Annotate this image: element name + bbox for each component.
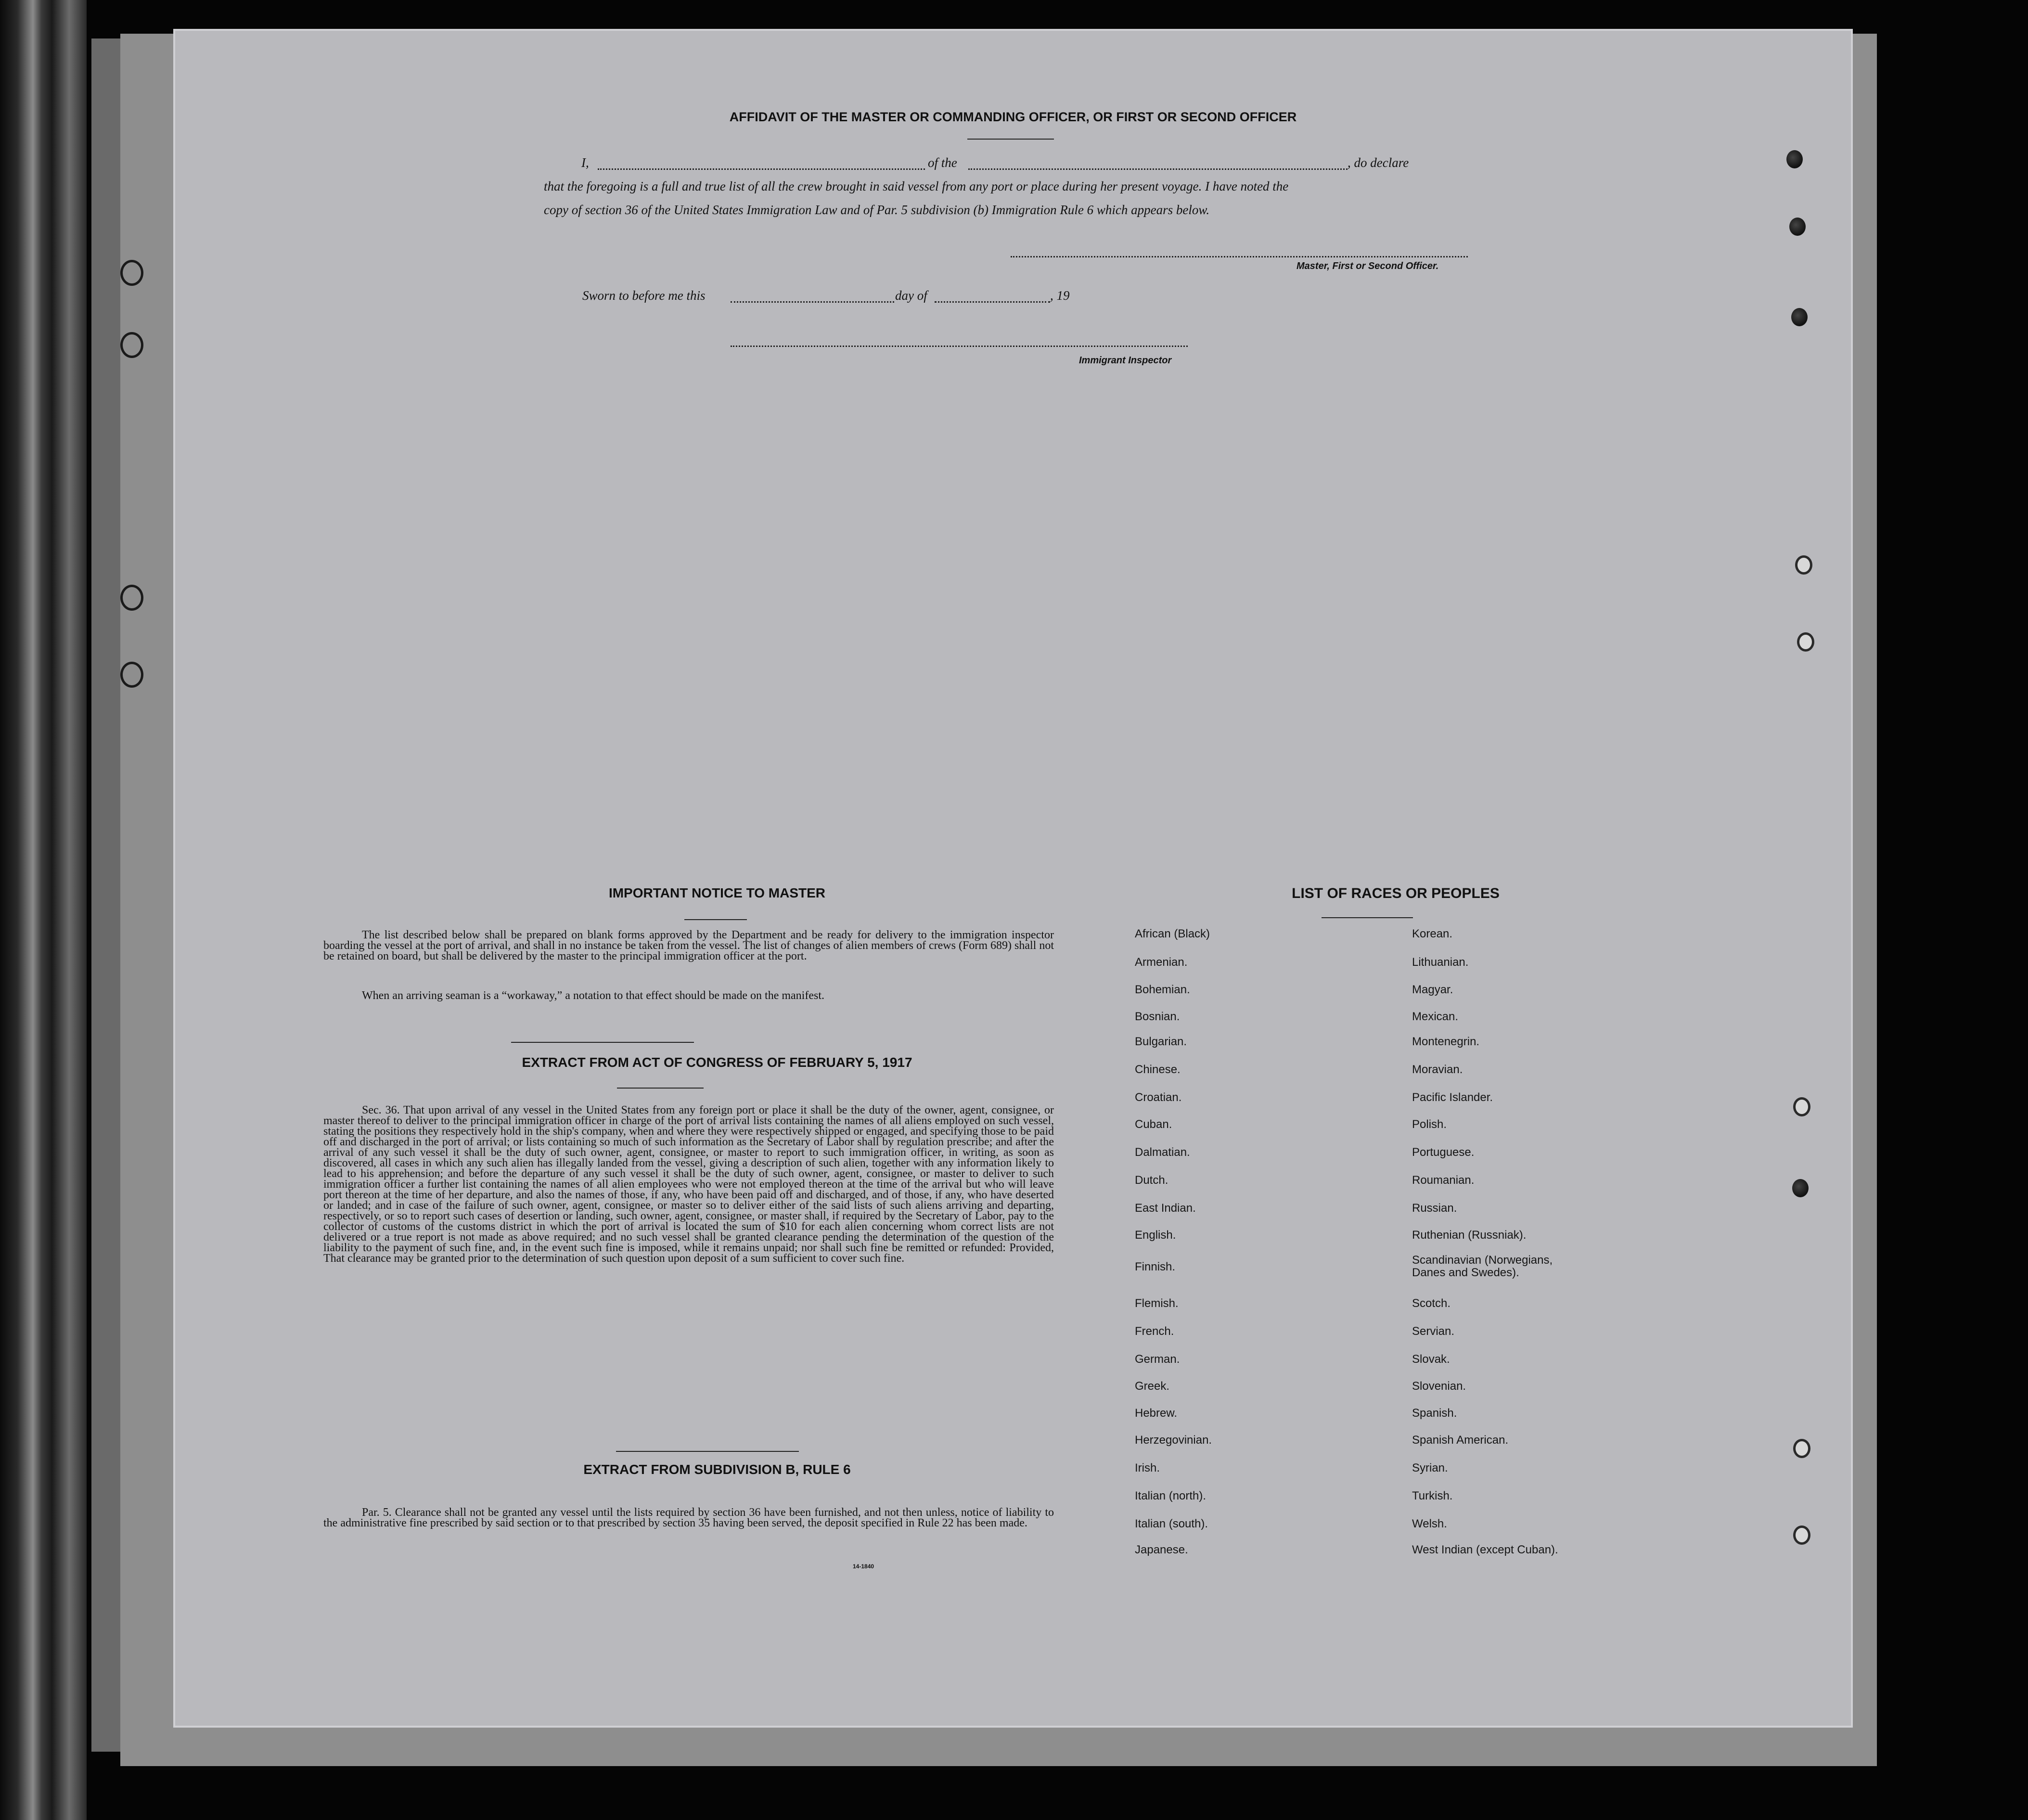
binder-hole <box>1795 555 1812 575</box>
sworn-text-end: , 19 <box>1050 288 1070 303</box>
sworn-month-blank <box>935 301 1050 303</box>
race-item: Slovenian. <box>1412 1380 1466 1393</box>
binder-hole <box>120 332 143 358</box>
binder-hole <box>1793 1097 1810 1116</box>
race-item: Armenian. <box>1135 956 1188 969</box>
race-item: Scandinavian (Norwegians, Danes and Swedes). <box>1412 1254 1553 1279</box>
inspector-caption: Immigrant Inspector <box>1079 355 1172 366</box>
race-item: Scotch. <box>1412 1297 1451 1310</box>
race-item: African (Black) <box>1135 927 1210 940</box>
extract-rule-title: EXTRACT FROM SUBDIVISION B, RULE 6 <box>583 1462 851 1477</box>
race-item: Polish. <box>1412 1118 1447 1131</box>
ink-mark <box>1791 308 1808 326</box>
race-item: Irish. <box>1135 1461 1160 1474</box>
race-item: Bulgarian. <box>1135 1035 1187 1048</box>
sworn-text-start: Sworn to before me this <box>582 288 706 303</box>
binder-edge <box>0 0 87 1820</box>
race-item: Japanese. <box>1135 1543 1188 1556</box>
ink-mark <box>1786 150 1803 168</box>
race-item: Moravian. <box>1412 1063 1463 1076</box>
race-item: Bohemian. <box>1135 983 1190 996</box>
extract-act-rule <box>617 1088 704 1089</box>
race-item: Spanish. <box>1412 1407 1457 1420</box>
vessel-blank <box>968 168 1348 170</box>
race-item: Dutch. <box>1135 1174 1168 1187</box>
race-item: Montenegrin. <box>1412 1035 1480 1048</box>
extract-act-title: EXTRACT FROM ACT OF CONGRESS OF FEBRUARY 5, 1917 <box>522 1055 912 1070</box>
race-item: West Indian (except Cuban). <box>1412 1543 1558 1556</box>
sworn-day-blank <box>731 301 894 303</box>
section-36-text: Sec. 36. That upon arrival of any vessel in the United States from any foreign port or place it shall be the duty of the owner, agent, consignee, or master thereof to deliver to the principal immigration officer in charge of the port of arrival lists containing the names of all aliens employed on such vessel, stating the positions they respectively hold in the ship's company, when and where they were respectively shipped or engaged, and specifying those to be paid off and discharged in the port of arrival; or lists containing so much of such information as the Secretary of Labor shall by regulation prescribe; and after the arrival of any such vessel it shall be the duty of such owner, agent, consignee, or master to report to such immigration officer, in writing, as soon as discovered, all cases in which any such alien has illegally landed from the vessel, giving a description of such alien, together with any information likely to lead to his apprehension; and before the departure of any such vessel it shall be the duty of such owner, agent, consignee, or master to deliver to such immigration officer a further list containing the names of all alien employees who were not employed thereon at the time of the arrival but who will leave port thereon at the time of her departure, and also the names of those, if any, who have been paid off and discharged, and of those, if any, who have deserted or landed; and in case of the failure of such owner, agent, consignee, or master so to deliver either of the said lists of such aliens arriving and departing, respectively, or so to report such cases of desertion or landing, such owner, agent, consignee, or master shall, if required by the Secretary of Labor, pay to the collector of customs of the customs district in which the port of arrival is located the sum of $10 for each alien concerning whom correct lists are not delivered or a true report is not made as above required; and no such vessel shall be granted clearance pending the determination of the question of the liability to the payment of such fine, and, in the event such fine is imposed, while it remains unpaid; nor shall such fine be remitted or refunded: Provided, That clearance may be granted prior to the determination of such question upon deposit of a sum sufficient to cover such fine. <box>323 1104 1054 1265</box>
race-item: Flemish. <box>1135 1297 1179 1310</box>
sworn-text-mid: day of <box>895 288 927 303</box>
binder-hole <box>1797 632 1814 652</box>
inspector-signature-line <box>731 346 1188 347</box>
affidavit-line1-mid: of the <box>928 155 957 170</box>
race-item: Mexican. <box>1412 1010 1459 1023</box>
race-item: German. <box>1135 1353 1180 1366</box>
race-item: Pacific Islander. <box>1412 1091 1493 1104</box>
race-item: Welsh. <box>1412 1517 1447 1530</box>
race-item: Bosnian. <box>1135 1010 1180 1023</box>
affidavit-line2: that the foregoing is a full and true list of all the crew brought in said vessel from any port or place during her present voyage. I have noted the <box>544 179 1289 193</box>
race-item: Ruthenian (Russniak). <box>1412 1229 1527 1242</box>
race-item: Hebrew. <box>1135 1407 1178 1420</box>
title-underline <box>967 139 1054 140</box>
ink-mark <box>1792 1179 1809 1197</box>
notice-rule <box>684 919 747 920</box>
race-item: Syrian. <box>1412 1461 1448 1474</box>
races-title-rule <box>1322 917 1413 918</box>
notice-title: IMPORTANT NOTICE TO MASTER <box>608 885 826 900</box>
race-item: Herzegovinian. <box>1135 1434 1212 1447</box>
affidavit-line1-start: I, <box>581 155 589 170</box>
race-item: Slovak. <box>1412 1353 1450 1366</box>
form-number: 14-1840 <box>853 1563 874 1570</box>
race-item: French. <box>1135 1325 1174 1338</box>
race-item: Korean. <box>1412 927 1453 940</box>
race-item: Roumanian. <box>1412 1174 1475 1187</box>
races-title: LIST OF RACES OR PEOPLES <box>1292 885 1500 901</box>
race-item: Spanish American. <box>1412 1434 1509 1447</box>
ink-mark <box>1789 218 1806 236</box>
affidavit-line3: copy of section 36 of the United States Immigration Law and of Par. 5 subdivision (b) Immigration Rule 6 which appears below. <box>544 203 1210 217</box>
signature-caption: Master, First or Second Officer. <box>1296 261 1439 271</box>
affidavit-line1-end: , do declare <box>1348 155 1409 170</box>
name-blank <box>598 168 925 170</box>
notice-paragraph: The list described below shall be prepared on blank forms approved by the Department and be ready for delivery to the immigration inspector boarding the vessel at the port of arrival, and shall in no instance be taken from the vessel. The list of changes of alien members of crews (Form 689) shall not be retained on board, but shall be delivered by the master to the principal immigration officer at the port. <box>323 929 1054 962</box>
race-item: Chinese. <box>1135 1063 1181 1076</box>
race-item: Dalmatian. <box>1135 1146 1190 1159</box>
race-item: East Indian. <box>1135 1202 1196 1215</box>
race-item: Russian. <box>1412 1202 1457 1215</box>
binder-hole <box>1793 1525 1810 1545</box>
race-item: Portuguese. <box>1412 1146 1475 1159</box>
affidavit-title: AFFIDAVIT OF THE MASTER OR COMMANDING OFFICER, OR FIRST OR SECOND OFFICER <box>729 110 1297 124</box>
race-item: Turkish. <box>1412 1489 1453 1502</box>
section-divider <box>616 1451 799 1452</box>
race-item: Servian. <box>1412 1325 1455 1338</box>
race-item: English. <box>1135 1229 1176 1242</box>
binder-hole <box>1793 1439 1810 1458</box>
rule-6-text: Par. 5. Clearance shall not be granted any vessel until the lists required by section 36 have been furnished, and not then unless, notice of liability to the administrative fine prescribed by said section or to that prescribed by section 35 having been served, the deposit specified in Rule 22 has been made. <box>323 1506 1054 1529</box>
race-item: Magyar. <box>1412 983 1453 996</box>
binder-hole <box>120 585 143 611</box>
race-item: Croatian. <box>1135 1091 1182 1104</box>
race-item: Cuban. <box>1135 1118 1172 1131</box>
binder-hole <box>120 260 143 286</box>
manifest-page <box>173 29 1853 1728</box>
race-item: Greek. <box>1135 1380 1170 1393</box>
race-item: Italian (north). <box>1135 1489 1207 1502</box>
race-item: Lithuanian. <box>1412 956 1469 969</box>
section-divider <box>511 1042 694 1043</box>
race-item: Finnish. <box>1135 1260 1176 1273</box>
binder-hole <box>120 662 143 688</box>
notice-paragraph-workaway: When an arriving seaman is a “workaway,” a notation to that effect should be made on the manifest. <box>362 989 824 1002</box>
race-item: Italian (south). <box>1135 1517 1208 1530</box>
signature-line <box>1011 256 1468 257</box>
